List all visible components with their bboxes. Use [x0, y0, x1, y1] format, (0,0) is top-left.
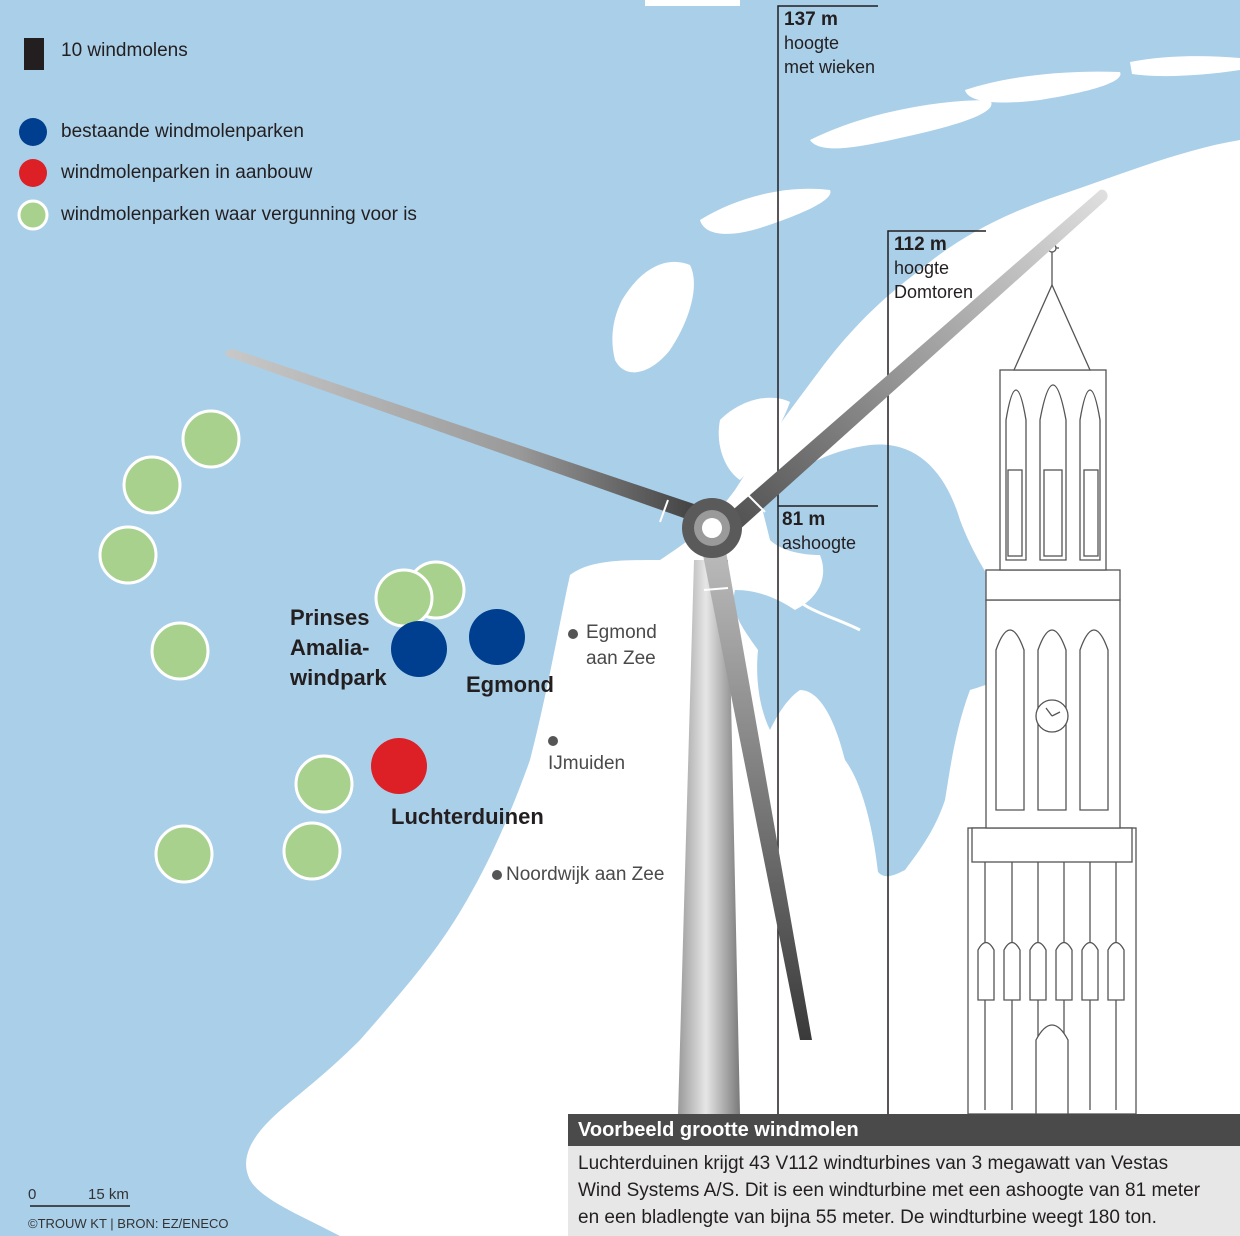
park-egmond-dot [469, 609, 525, 665]
height-value-137: 137 m [784, 9, 838, 30]
legend-permit-label: windmolenparken waar vergunning voor is [61, 204, 417, 225]
legend-existing-dot [19, 118, 47, 146]
info-line: Wind Systems A/S. Dit is een windturbine met een ashoogte van 81 meter [578, 1180, 1201, 1201]
height-desc-112-line2: Domtoren [894, 282, 974, 302]
park-luchterduinen-dot [371, 738, 427, 794]
height-desc-81-line1: ashoogte [782, 533, 857, 553]
height-value-81: 81 m [782, 509, 826, 530]
info-line: Luchterduinen krijgt 43 V112 windturbines van 3 megawatt van Vestas [578, 1153, 1169, 1174]
permit-park [100, 527, 156, 583]
permit-park [152, 623, 208, 679]
height-desc-137-line2: met wieken [784, 57, 876, 77]
city-label-egmond-line2: aan Zee [586, 648, 656, 669]
source-credit: ©TROUW KT | BRON: EZ/ENECO [28, 1216, 229, 1231]
permit-park [183, 411, 239, 467]
park-label-amalia-line2: Amalia- [290, 635, 370, 660]
city-dot-ijmuiden [548, 736, 558, 746]
height-desc-112-line1: hoogte [894, 258, 950, 278]
legend-construction-label: windmolenparken in aanbouw [61, 162, 313, 183]
city-label-egmond [586, 620, 657, 672]
legend-turbine-block-icon [24, 38, 44, 70]
city-dot-noordwijk [492, 870, 502, 880]
info-title: Voorbeeld grootte windmolen [568, 1114, 1240, 1146]
info-body [568, 1146, 1240, 1231]
height-annotation-137 [784, 9, 875, 79]
legend-permit-dot [19, 201, 47, 229]
permit-park [296, 756, 352, 812]
park-label-amalia-line3: windpark [290, 665, 387, 690]
park-label-amalia-line1: Prinses [290, 605, 370, 630]
permit-park [284, 823, 340, 879]
legend-construction-dot [19, 159, 47, 187]
height-value-112: 112 m [894, 234, 947, 255]
height-annotation-112 [894, 234, 973, 304]
city-label-egmond-line1: Egmond [586, 622, 657, 643]
park-amalia-dot [391, 621, 447, 677]
permit-park [156, 826, 212, 882]
park-label-amalia [290, 603, 387, 693]
legend-existing-label: bestaande windmolenparken [61, 121, 304, 142]
city-label-noordwijk: Noordwijk aan Zee [506, 864, 665, 885]
park-label-egmond: Egmond [466, 672, 554, 697]
height-annotation-81 [782, 509, 856, 555]
permit-park [124, 457, 180, 513]
top-edge-land [645, 0, 740, 6]
info-line: en een bladlengte van bijna 55 meter. De windturbine weegt 180 ton. [578, 1207, 1157, 1228]
city-label-ijmuiden: IJmuiden [548, 753, 626, 774]
height-desc-137-line1: hoogte [784, 33, 840, 53]
park-label-luchterduinen: Luchterduinen [391, 804, 544, 829]
info-box [568, 1114, 1240, 1236]
legend-turbine-label: 10 windmolens [61, 40, 188, 61]
city-dot-egmond [568, 629, 578, 639]
scale-end-label: 15 km [88, 1186, 129, 1203]
scale-start-label: 0 [28, 1186, 37, 1203]
